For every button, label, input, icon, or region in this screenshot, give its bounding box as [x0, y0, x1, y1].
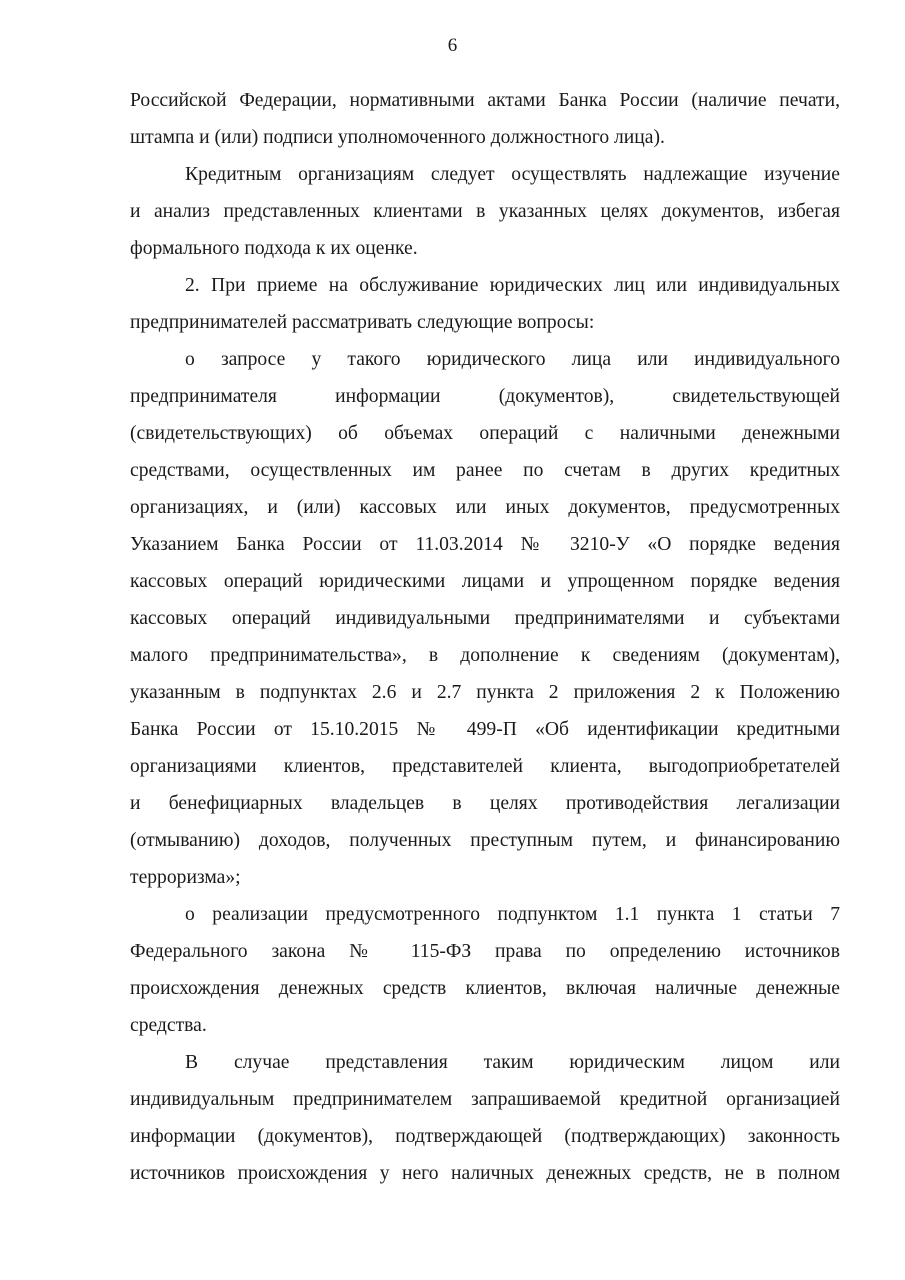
text-line: формального подхода к их оценке. [130, 238, 418, 259]
text-line: терроризма»; [130, 867, 241, 888]
paragraph [130, 1044, 840, 1192]
text-line: источников происхождения у него наличных денежных средств, не в полном [130, 1163, 840, 1184]
text-line: (отмыванию) доходов, полученных преступным путем, и финансированию [130, 830, 840, 851]
text-line: и бенефициарных владельцев в целях противодействия легализации [130, 793, 840, 814]
text-line: предпринимателя информации (документов), свидетельствующей [130, 386, 840, 407]
text-line: индивидуальным предпринимателем запрашиваемой кредитной организацией [130, 1089, 840, 1110]
text-line: (свидетельствующих) об объемах операций с наличными денежными [130, 423, 840, 444]
paragraph [130, 156, 840, 267]
text-line: штампа и (или) подписи уполномоченного должностного лица). [130, 127, 665, 148]
text-line: Федерального закона № 115-ФЗ права по определению источников [130, 941, 840, 962]
page-number: 6 [447, 35, 458, 56]
text-line: Указанием Банка России от 11.03.2014 № 3210-У «О порядке ведения [130, 534, 840, 555]
text-line: кассовых операций юридическими лицами и упрощенном порядке ведения [130, 571, 840, 592]
text-line: информации (документов), подтверждающей (подтверждающих) законность [130, 1126, 840, 1147]
text-line: указанным в подпунктах 2.6 и 2.7 пункта 2 приложения 2 к Положению [130, 682, 840, 703]
paragraph [130, 267, 840, 341]
paragraph [130, 82, 840, 156]
text-line: средства. [130, 1015, 207, 1036]
text-line: средствами, осуществленных им ранее по счетам в других кредитных [130, 460, 840, 481]
text-line: Банка России от 15.10.2015 № 499-П «Об идентификации кредитными [130, 719, 840, 740]
text-line: предпринимателей рассматривать следующие вопросы: [130, 312, 595, 333]
text-line: 2. При приеме на обслуживание юридических лиц или индивидуальных [185, 275, 840, 296]
text-line: малого предпринимательства», в дополнение к сведениям (документам), [130, 645, 840, 666]
text-line: о реализации предусмотренного подпунктом 1.1 пункта 1 статьи 7 [185, 904, 840, 925]
text-line: В случае представления таким юридическим лицом или [185, 1052, 840, 1073]
paragraph [130, 896, 840, 1044]
text-line: происхождения денежных средств клиентов, включая наличные денежные [130, 978, 840, 999]
text-line: организациях, и (или) кассовых или иных документов, предусмотренных [130, 497, 840, 518]
text-line: о запросе у такого юридического лица или индивидуального [185, 349, 840, 370]
text-line: и анализ представленных клиентами в указанных целях документов, избегая [130, 201, 840, 222]
text-line: организациями клиентов, представителей клиента, выгодоприобретателей [130, 756, 840, 777]
text-line: Кредитным организациям следует осуществлять надлежащие изучение [185, 164, 840, 185]
document-body [130, 82, 840, 1192]
paragraph [130, 341, 840, 896]
text-line: кассовых операций индивидуальными предпринимателями и субъектами [130, 608, 840, 629]
text-line: Российской Федерации, нормативными актами Банка России (наличие печати, [130, 90, 840, 111]
